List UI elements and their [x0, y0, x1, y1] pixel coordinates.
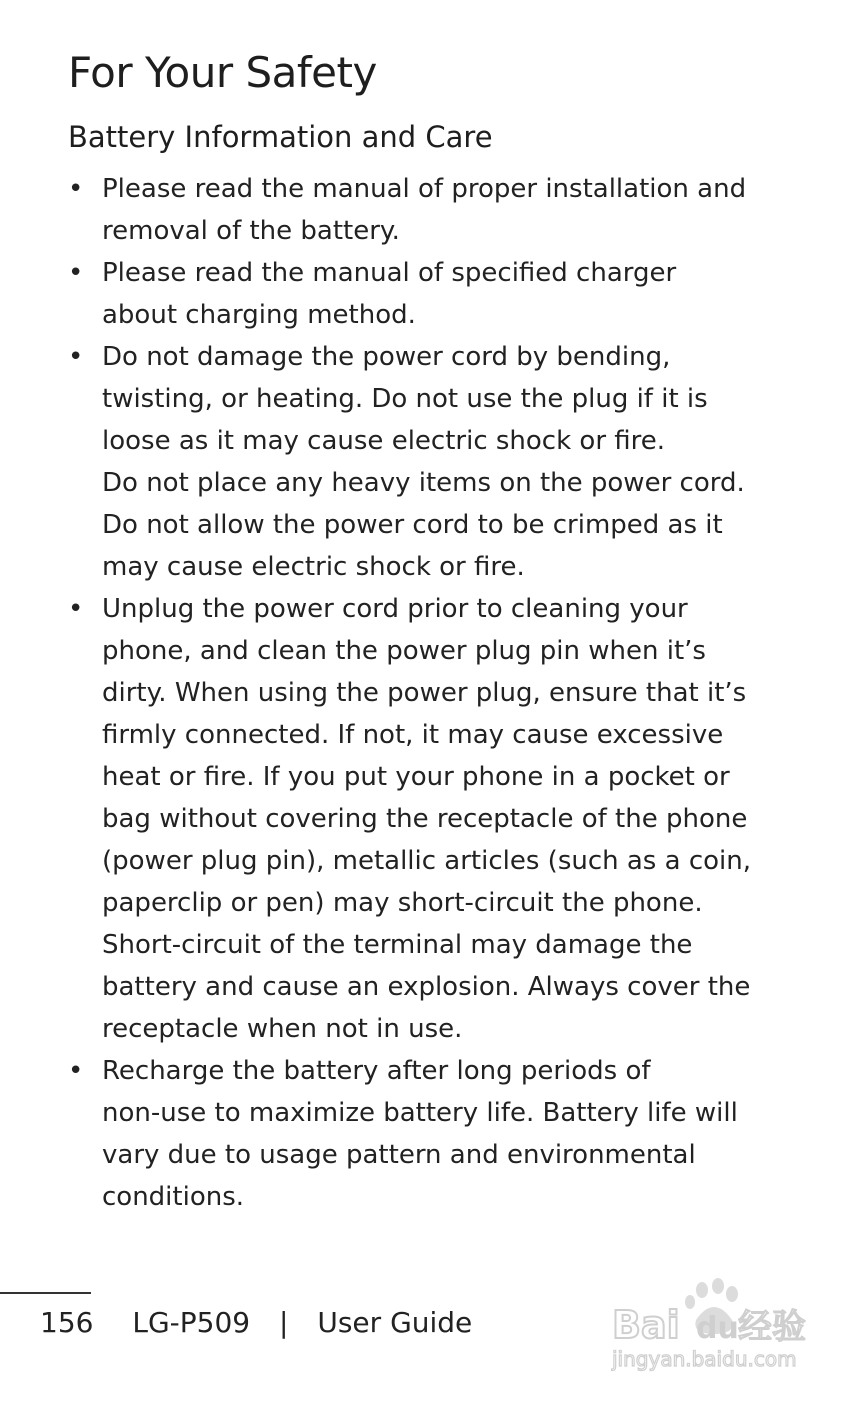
- svg-text:经验: 经验: [738, 1307, 806, 1347]
- guide-label: User Guide: [317, 1306, 473, 1339]
- text-line: phone, and clean the power plug pin when it’s: [102, 636, 706, 666]
- text-line: loose as it may cause electric shock or fire.: [102, 426, 666, 456]
- baidu-watermark-logo: [610, 1276, 810, 1372]
- text-line: removal of the battery.: [102, 216, 400, 246]
- text-line: Do not place any heavy items on the power cord.: [102, 468, 745, 498]
- text-line: may cause electric shock or fire.: [102, 552, 525, 582]
- text-line: non-use to maximize battery life. Battery life will: [102, 1098, 738, 1128]
- list-item: [68, 252, 788, 336]
- text-line: Do not damage the power cord by bending,: [102, 342, 671, 372]
- text-line: Please read the manual of specified charger: [102, 258, 677, 288]
- text-line: bag without covering the receptacle of the phone: [102, 804, 748, 834]
- section-heading: Battery Information and Care: [68, 120, 493, 154]
- text-line: Unplug the power cord prior to cleaning your: [102, 594, 688, 624]
- text-line: heat or fire. If you put your phone in a pocket or: [102, 762, 730, 792]
- bullet-icon: •: [68, 594, 84, 624]
- text-line: about charging method.: [102, 300, 416, 330]
- svg-text:jingyan.baidu.com: jingyan.baidu.com: [612, 1347, 797, 1371]
- page-footer: [40, 1302, 472, 1344]
- text-line: battery and cause an explosion. Always cover the: [102, 972, 751, 1002]
- text-line: firmly connected. If not, it may cause excessive: [102, 720, 724, 750]
- text-line: Please read the manual of proper installation and: [102, 174, 747, 204]
- text-line: twisting, or heating. Do not use the plug if it is: [102, 384, 708, 414]
- text-line: dirty. When using the power plug, ensure that it’s: [102, 678, 747, 708]
- model-name: LG-P509: [132, 1306, 251, 1339]
- page-title: For Your Safety: [68, 48, 377, 97]
- text-line: Short-circuit of the terminal may damage the: [102, 930, 693, 960]
- text-line: (power plug pin), metallic articles (such as a coin,: [102, 846, 751, 876]
- text-line: Do not allow the power cord to be crimped as it: [102, 510, 723, 540]
- list-item: [68, 1050, 788, 1218]
- footer-rule: [0, 1292, 91, 1294]
- svg-text:Bai: Bai: [612, 1303, 680, 1347]
- list-item: [68, 588, 788, 1050]
- list-item: [68, 336, 788, 588]
- bullet-icon: •: [68, 174, 84, 204]
- text-line: Recharge the battery after long periods of: [102, 1056, 651, 1086]
- text-line: paperclip or pen) may short-circuit the phone.: [102, 888, 703, 918]
- page-number: 156: [40, 1306, 94, 1339]
- bullet-list: [68, 168, 788, 1218]
- bullet-icon: •: [68, 342, 84, 372]
- svg-text:du: du: [696, 1311, 739, 1346]
- text-line: vary due to usage pattern and environmental: [102, 1140, 696, 1170]
- bullet-icon: •: [68, 258, 84, 288]
- text-line: conditions.: [102, 1182, 245, 1212]
- list-item: [68, 168, 788, 252]
- footer-separator: |: [279, 1306, 289, 1339]
- text-line: receptacle when not in use.: [102, 1014, 463, 1044]
- bullet-icon: •: [68, 1056, 84, 1086]
